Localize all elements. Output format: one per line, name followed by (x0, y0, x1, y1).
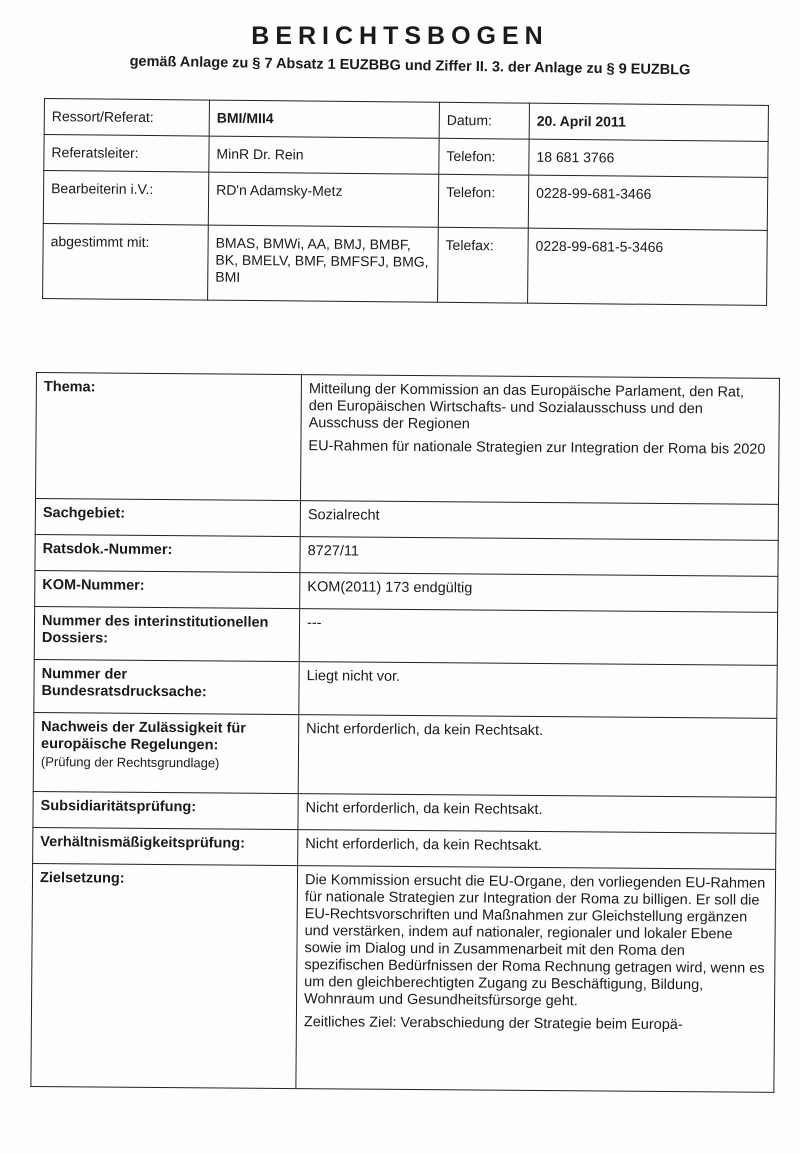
datum-label: Datum: (439, 102, 529, 139)
zielsetzung-text: Die Kommission ersucht die EU-Organe, den vorliegenden EU-Rahmen für nationale Strategien zur Integration der Roma zu billigen. Er soll die EU-Rechtsvorschriften und Maßnahmen zur Gleichstellung ergänzen und verstärken, indem auf nationaler, regionaler und lokaler Ebene sowie im Dialog und in Zusammenarbeit mit den Roma den spezifischen Bedürfnissen der Roma Rechnung getragen wird, wenn es um den gleichberechtigten Zugang zu Beschäftigung, Bildung, Wohnraum und Gesundheitsfürsorge geht. (304, 872, 766, 1010)
telefon-label: Telefon: (438, 174, 529, 228)
bearbeiterin-value: RD'n Adamsky-Metz (208, 172, 438, 227)
sachgebiet-label: Sachgebiet: (35, 499, 300, 537)
contact-table (42, 98, 769, 306)
zulaessigkeit-value: Nicht erforderlich, da kein Rechtsakt. (298, 715, 777, 798)
thema-text: Mitteilung der Kommission an das Europäische Parlament, den Rat, den Europäischen Wirtschafts- und Sozialausschuss und den Ausschuss der Regionen (308, 381, 745, 433)
thema-subtitle: EU-Rahmen für nationale Strategien zur Integration der Roma bis 2020 (308, 438, 766, 458)
abgestimmt-label: abgestimmt mit: (43, 223, 209, 300)
zulaessigkeit-sublabel: (Prüfung der Rechtsgrundlage) (40, 754, 220, 771)
bundesrat-value: Liegt nicht vor. (299, 662, 777, 719)
subsidiaritaet-value: Nicht erforderlich, da kein Rechtsakt. (298, 794, 776, 834)
zulaessigkeit-cell (33, 712, 299, 793)
verhaeltnis-value: Nicht erforderlich, da kein Rechtsakt. (298, 830, 776, 870)
bundesrat-label: Nummer der Bundesratsdrucksache: (34, 659, 299, 714)
telefon-label: Telefon: (439, 138, 529, 175)
zielsetzung-label: Zielsetzung: (31, 863, 298, 1088)
abgestimmt-value: BMAS, BMWi, AA, BMJ, BMBF, BK, BMELV, BMF, BMFSFJ, BMG, BMI (208, 225, 439, 302)
zielsetzung-value (296, 866, 776, 1093)
kom-label: KOM-Nummer: (35, 570, 300, 608)
thema-value (300, 375, 779, 505)
zeitliches-ziel-text: Zeitliches Ziel: Verabschiedung der Strategie beim Europä- (303, 1014, 683, 1034)
zulaessigkeit-label: Nachweis der Zulässigkeit für europäische Regelungen: (41, 719, 246, 754)
telefax-value: 0228-99-681-5-3466 (528, 228, 768, 305)
telefax-label: Telefax: (438, 227, 529, 303)
dossier-label: Nummer des interinstitutionellen Dossiers: (34, 606, 299, 661)
ratsdok-label: Ratsdok.-Nummer: (35, 534, 300, 572)
ratsdok-value: 8727/11 (300, 537, 778, 577)
ressort-value: BMI/MII4 (209, 100, 439, 138)
telefon-value: 18 681 3766 (529, 139, 768, 177)
document-subtitle: gemäß Anlage zu § 7 Absatz 1 EUZBBG und Ziffer II. 3. der Anlage zu § 9 EUZBLG (129, 53, 691, 79)
verhaeltnis-label: Verhältnismäßigkeitsprüfung: (33, 827, 298, 865)
telefon-value: 0228-99-681-3466 (528, 175, 767, 230)
subsidiaritaet-label: Subsidiaritätsprüfung: (33, 791, 298, 829)
sachgebiet-value: Sozialrecht (300, 501, 778, 541)
kom-value: KOM(2011) 173 endgültig (300, 573, 778, 613)
referatsleiter-value: MinR Dr. Rein (209, 136, 439, 174)
thema-label: Thema: (36, 373, 302, 501)
document-title: BERICHTSBOGEN (251, 22, 549, 50)
referatsleiter-label: Referatsleiter: (44, 135, 209, 173)
datum-value: 20. April 2011 (529, 103, 768, 141)
bearbeiterin-label: Bearbeiterin i.V.: (43, 171, 209, 226)
details-table (30, 372, 780, 1093)
dossier-value: --- (299, 609, 777, 666)
ressort-label: Ressort/Referat: (44, 99, 209, 137)
